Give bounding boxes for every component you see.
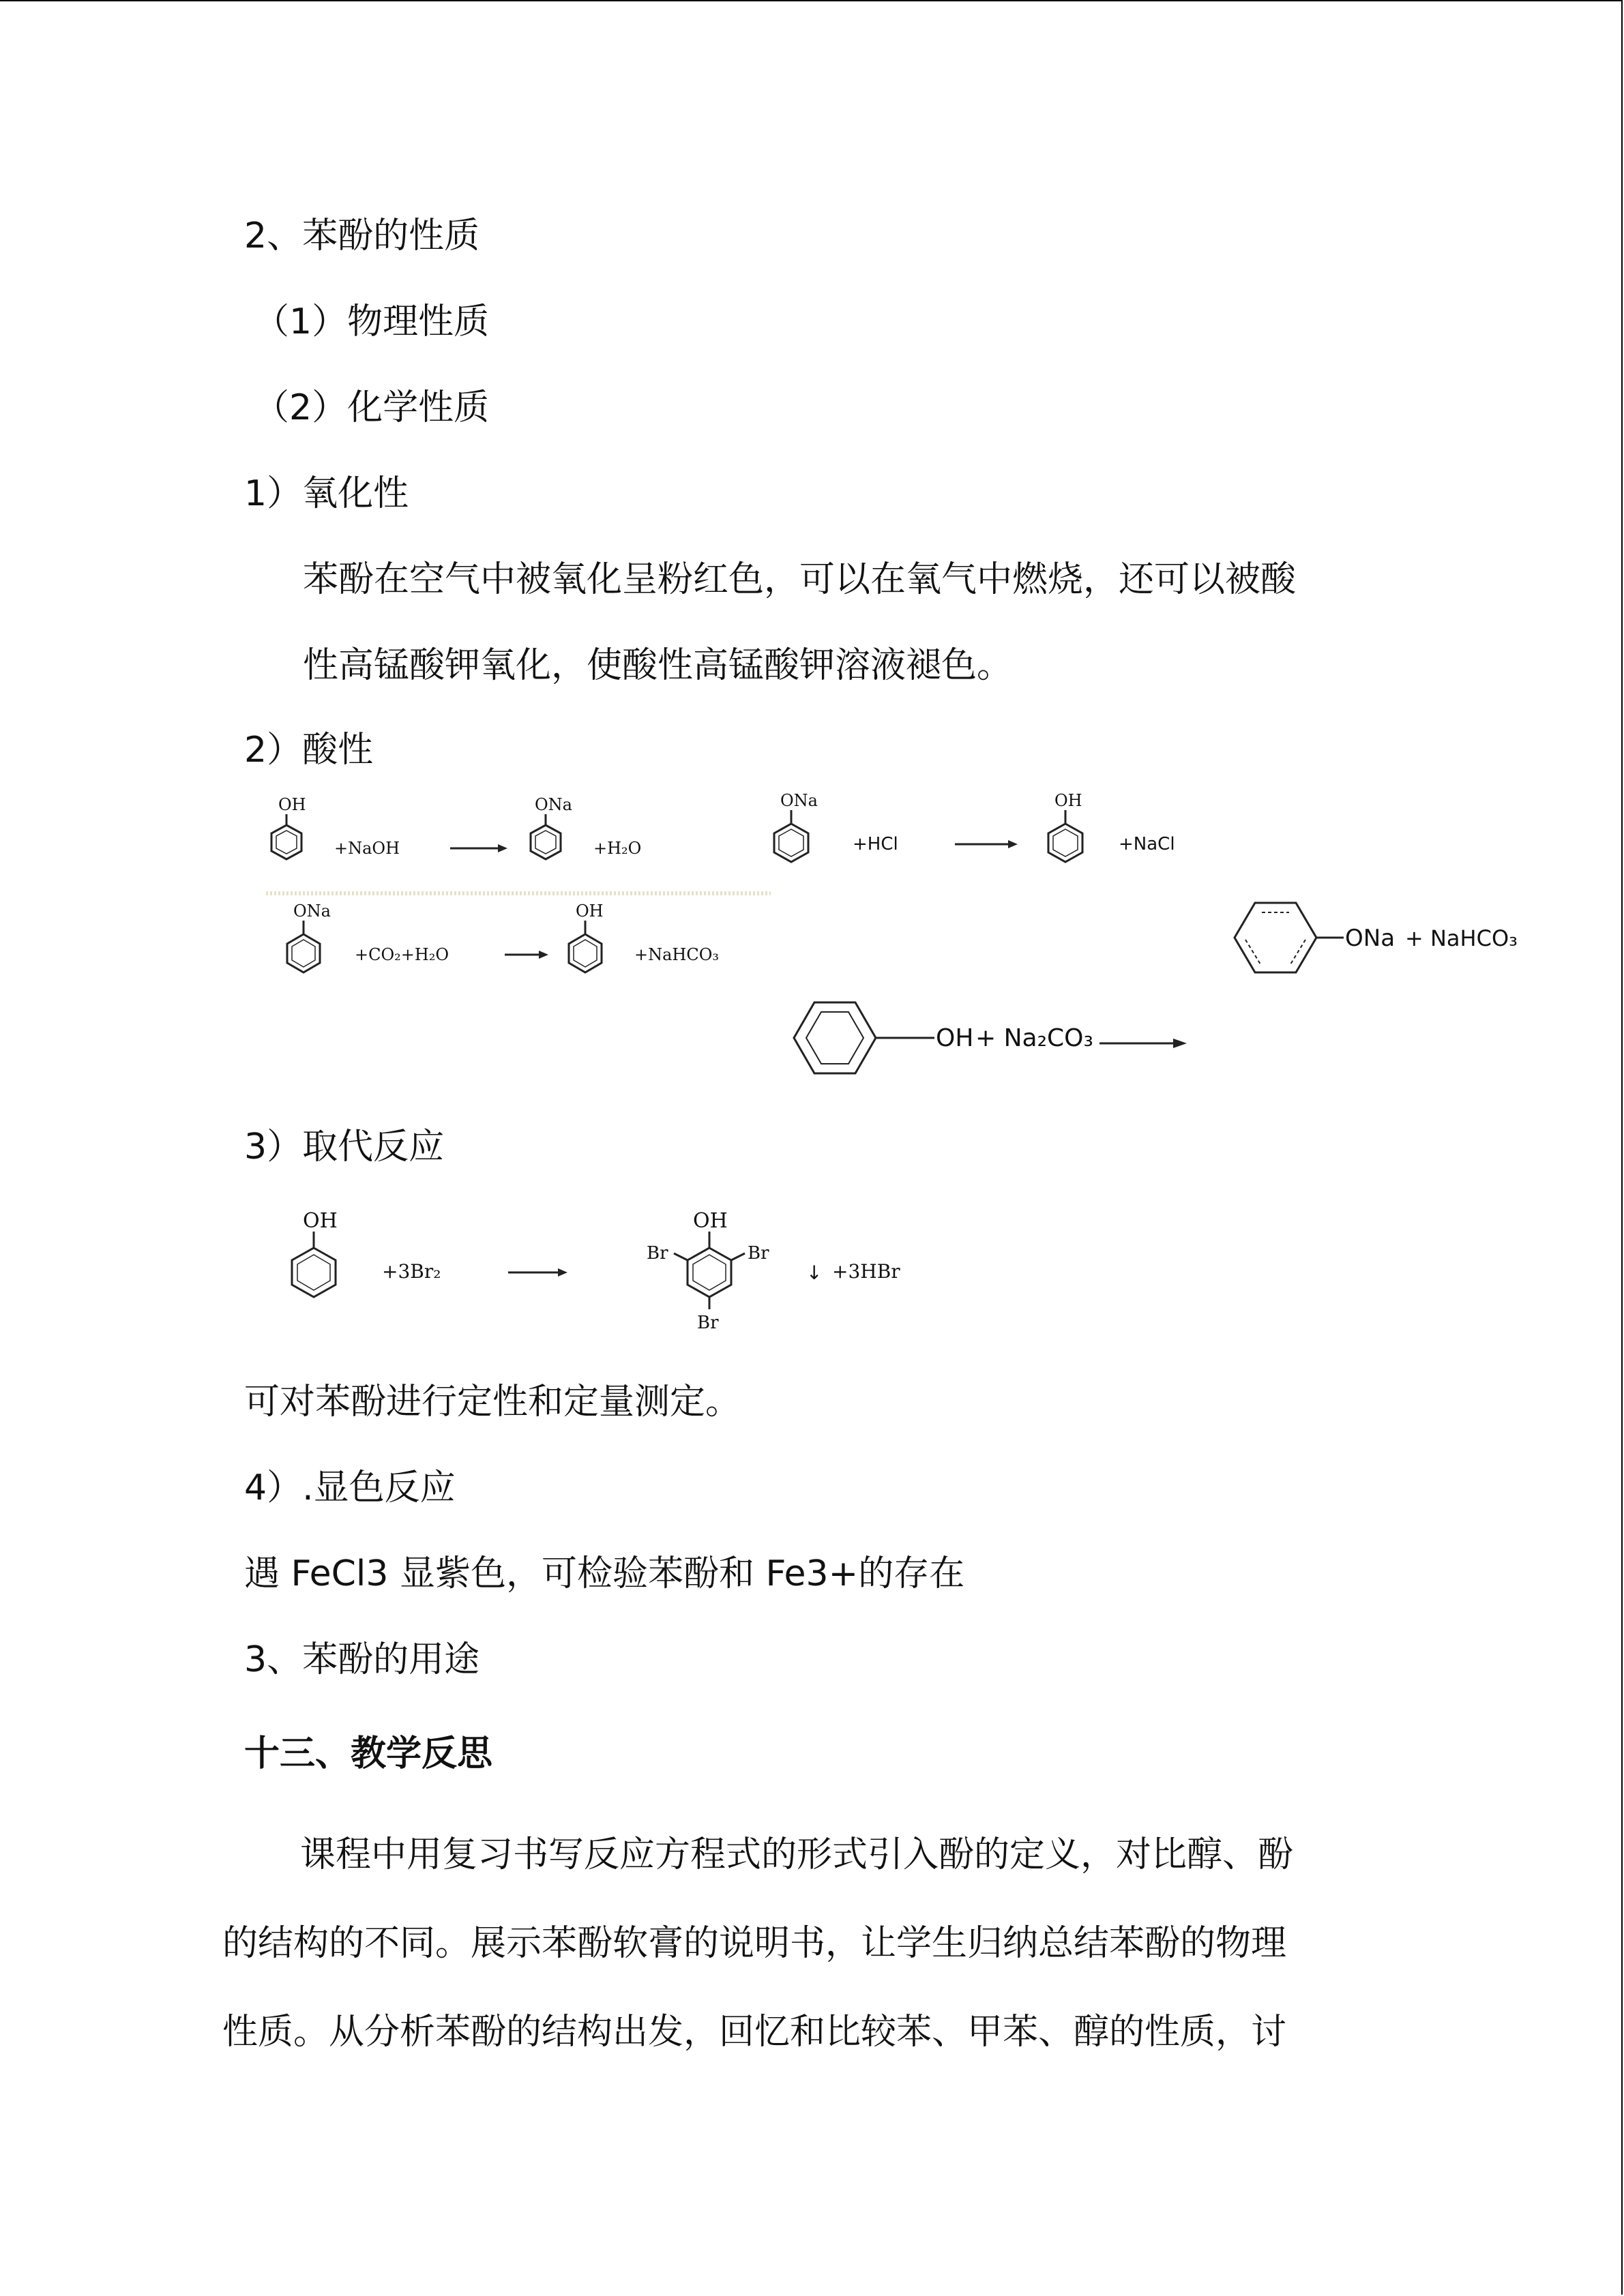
product-group-oh: OH <box>693 1209 728 1233</box>
benzene-ring-icon <box>271 814 301 859</box>
bromine-right: Br <box>748 1243 769 1264</box>
group-oh: OH <box>303 1209 338 1233</box>
reaction-phenol-naoh <box>259 791 723 873</box>
benzene-ring-icon <box>774 810 808 862</box>
byproduct-nahco3: +NaHCO₃ <box>634 945 720 964</box>
reaction-phenol-bromine <box>273 1207 969 1337</box>
reaction-sodium-phenoxide-hcl <box>750 783 1241 871</box>
group-oh: OH <box>936 1024 974 1052</box>
group-ona: ONa <box>1345 925 1396 952</box>
item-substitution: 3）取代反应 <box>244 1127 445 1167</box>
group-ona: ONa <box>535 795 572 814</box>
byproduct-nacl: +NaCl <box>1119 834 1175 854</box>
group-oh: OH <box>1054 791 1082 810</box>
reagent-naoh: +NaOH <box>334 839 400 858</box>
bromine-bottom: Br <box>697 1313 719 1333</box>
benzene-ring-icon <box>287 921 320 972</box>
reagent-bromine: +3Br₂ <box>382 1260 441 1283</box>
reaction-product-ona-nahco3 <box>1200 880 1555 1002</box>
byproduct-nahco3: + NaHCO₃ <box>1405 925 1518 951</box>
reaction-phenol-na2co3 <box>784 989 1207 1091</box>
benzene-ring-icon <box>794 1002 934 1073</box>
reagent-na2co3: + Na₂CO₃ <box>975 1024 1093 1052</box>
benzene-ring-icon <box>1235 903 1344 972</box>
item-oxidation: 1）氧化性 <box>244 473 409 514</box>
item-acidity: 2）酸性 <box>244 730 374 771</box>
byproduct-water: +H₂O <box>593 839 642 858</box>
benzene-ring-icon <box>531 814 561 859</box>
benzene-ring-icon <box>1048 810 1082 862</box>
reagent-co2-water: +CO₂+H₂O <box>355 945 449 964</box>
heading-phenol-uses: 3、苯酚的用途 <box>244 1639 480 1680</box>
note-quantitative: 可对苯酚进行定性和定量测定。 <box>244 1382 741 1422</box>
precipitate-arrow: ↓ <box>806 1262 823 1284</box>
benzene-ring-icon <box>569 921 602 972</box>
reflection-line-2: 的结构的不同。展示苯酚软膏的说明书，让学生归纳总结苯酚的物理 <box>222 1923 1287 1964</box>
subheading-physical: （1）物理性质 <box>254 301 490 342</box>
oxidation-text-line-2: 性高锰酸钾氧化，使酸性高锰酸钾溶液褪色。 <box>303 645 1013 686</box>
bromine-left: Br <box>647 1243 668 1264</box>
reagent-hcl: +HCl <box>853 834 898 854</box>
reaction-sodium-phenoxide-co2 <box>266 886 784 982</box>
benzene-ring-icon <box>292 1232 336 1297</box>
subheading-chemical: （2）化学性质 <box>254 387 490 428</box>
group-oh: OH <box>278 795 306 814</box>
section-teaching-reflection: 十三、教学反思 <box>244 1733 493 1774</box>
group-ona: ONa <box>780 791 818 810</box>
benzene-ring-icon <box>674 1232 745 1309</box>
item-color-reaction: 4）.显色反应 <box>244 1467 456 1508</box>
heading-phenol-properties: 2、苯酚的性质 <box>244 215 480 256</box>
fecl3-text: 遇 FeCl3 显紫色，可检验苯酚和 Fe3+的存在 <box>244 1553 965 1594</box>
group-oh: OH <box>576 901 604 921</box>
reflection-line-1: 课程中用复习书写反应方程式的形式引入酚的定义，对比醇、酚 <box>300 1834 1294 1875</box>
group-ona: ONa <box>293 901 331 921</box>
reflection-line-3: 性质。从分析苯酚的结构出发，回忆和比较苯、甲苯、醇的性质，讨 <box>222 2012 1287 2053</box>
byproduct-hbr: +3HBr <box>832 1260 900 1283</box>
oxidation-text-line-1: 苯酚在空气中被氧化呈粉红色，可以在氧气中燃烧，还可以被酸 <box>303 559 1297 600</box>
